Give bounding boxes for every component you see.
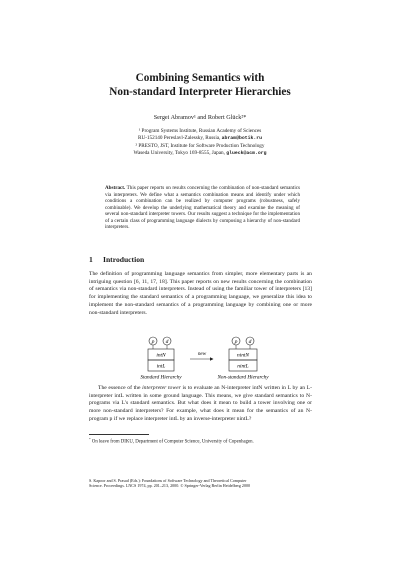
transformation-arrow [190, 351, 213, 359]
paper-title-line-1: Combining Semantics with [135, 72, 265, 84]
abstract-text: This paper reports on results concerning the combination of non-standard semantics via interpreters. We define what a semantics combination means and identify under which conditions a combination can be realized by computer programs (robustness, safely combinable). We develop the underlying mathematical theory and examine the meaning of several non-standard interpreter towers. Our results suggest a technique for the implementation of a certain class of programming language dialects by composing a hierarchy of non-standard interpreters. [105, 185, 300, 231]
author-list: Sergei Abramov¹ and Robert Glück²* [153, 114, 247, 121]
affiliation-2-email: glueck@acm.org [226, 151, 267, 156]
intro-paragraph-2 [89, 385, 312, 424]
arrow-label: new [197, 351, 207, 357]
input-p-label-right: p [234, 339, 238, 346]
intN-label: intN [156, 352, 166, 359]
input-p-label-left: p [151, 339, 155, 346]
non-standard-hierarchy-caption: Non-standard Hierarchy [217, 374, 269, 381]
standard-hierarchy-caption: Standard Hierarchy [140, 374, 182, 381]
affiliation-2-line-1: ² PRESTO, JST, Institute for Software Production Technology [135, 143, 265, 149]
affiliation-1-line-1: ¹ Program Systems Institute, Russian Academy of Sciences [138, 128, 262, 134]
source-line-2: Science. Proceedings. LNCS 1974, pp. 201–213, 2000. © Springer-Verlag Berlin Heidelberg 2000 [89, 483, 251, 489]
nintL-label: nintL [237, 363, 249, 370]
section-title: Introduction [103, 255, 145, 264]
input-d-label-right: d [248, 339, 252, 346]
section-number: 1 [89, 255, 93, 264]
footnote [89, 437, 312, 445]
footnote-rule [89, 434, 149, 435]
source-line-1: S. Kapoor and S. Prasad (Eds.): Foundations of Software Technology and Theoretical Computer [89, 478, 247, 483]
footnote-text: On leave from DIKU, Department of Computer Science, University of Copenhagen. [91, 439, 254, 445]
affiliation-2-address: Waseda University, Tokyo 169-8555, Japan, [133, 150, 225, 156]
non-standard-hierarchy [216, 337, 269, 381]
input-d-label-left: d [165, 339, 169, 346]
nintN-label: nintN [237, 352, 249, 359]
abstract-label: Abstract. [105, 185, 126, 191]
intro-paragraph-2-start: The essence of the [98, 385, 143, 391]
paper-title-line-2: Non-standard Interpreter Hierarchies [109, 86, 291, 98]
standard-hierarchy [140, 337, 182, 381]
intL-label: intL [156, 363, 166, 370]
intro-paragraph-2-rest: is to evaluate an N-interpreter intN written in L by an L-interpreter intL written in some ground language. This means, we give standard semantics to N-programs via L's standard semantics. But what does it mean to build a tower involving one or more non-standard interpreters? For example, what does it mean for the semantics of an N-program p if we replace interpreter intL by an inverse-interpreter nintL? [89, 385, 312, 422]
intro-paragraph-1: The definition of programming language semantics from simpler, more elementary parts is an intriguing question [6, 11, 17, 18]. This paper reports on new results concerning the combination of semantics via non-standard interpreters. Instead of using the familiar tower of interpreters [13] for implementing the standard semantics of a programming language, we generalize this idea to implement the non-standard semantics of a programming language by combining one or more non-standard interpreters. [89, 271, 312, 316]
interpreter-tower-term: interpreter tower [142, 385, 181, 391]
footnote-mark: * [89, 437, 91, 441]
affiliation-1-email: abram@botik.ru [221, 136, 262, 141]
publication-source [89, 478, 312, 489]
affiliation-1-address: RU-152140 Pereslavl-Zalessky, Russia, [138, 135, 221, 141]
